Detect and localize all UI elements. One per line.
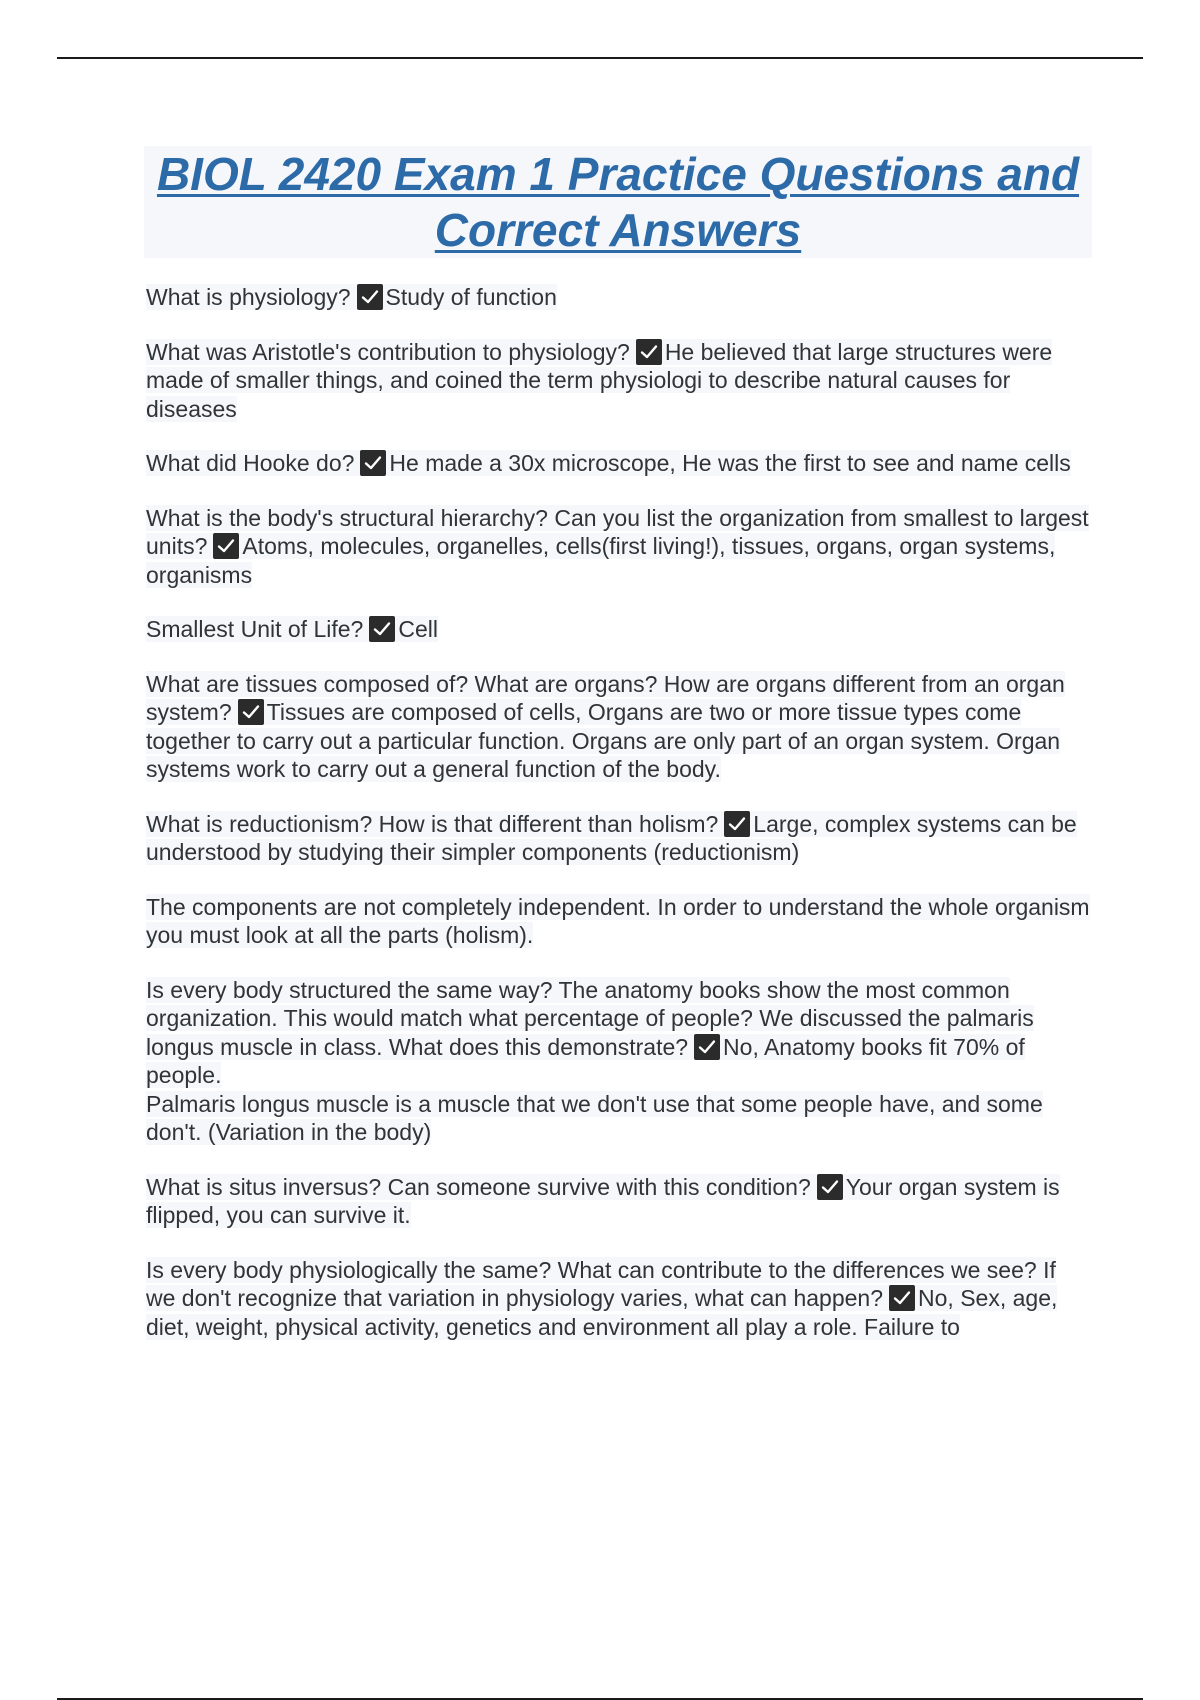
qa-item: [146, 338, 1091, 424]
qa-text: [146, 450, 1071, 476]
qa-text: [146, 671, 1065, 783]
answer-text: Atoms, molecules, organelles, cells(first living!), tissues, organs, organ systems, organisms: [146, 533, 1056, 588]
answer-text: Tissues are composed of cells, Organs are two or more tissue types come together to carry out a particular function. Organs are only part of an organ system. Organ systems work to carry out a general function of the body.: [146, 699, 1061, 782]
question-text: What are tissues composed of? What are organs? How are organs different from an organ system?: [146, 670, 1065, 725]
answer-text: Your organ system is flipped, you can survive it.: [146, 1173, 1060, 1228]
qa-item: [146, 615, 1091, 644]
qa-item: [146, 810, 1091, 867]
question-text: What did Hooke do?: [146, 450, 355, 476]
qa-text: [146, 284, 557, 310]
page-title: BIOL 2420 Exam 1 Practice Questions and Correct Answers: [156, 148, 1080, 256]
question-text: What is physiology?: [146, 284, 351, 310]
qa-text: [146, 339, 1052, 422]
top-rule: [57, 57, 1143, 59]
qa-text: [146, 505, 1089, 588]
paragraph-text: The components are not completely independent. In order to understand the whole organism you must look at all the parts (holism).: [146, 893, 1090, 948]
checkbox-checked-icon: [724, 811, 750, 837]
question-text: What is reductionism? How is that different than holism?: [146, 810, 719, 837]
qa-item: [146, 504, 1091, 590]
holism-paragraph: [146, 893, 1091, 950]
qa-item: [146, 1256, 1091, 1342]
checkbox-checked-icon: [817, 1174, 843, 1200]
checkbox-checked-icon: [213, 533, 239, 559]
qa-content: [146, 283, 1091, 1367]
qa-text: [146, 811, 1077, 866]
answer-extra-text: Palmaris longus muscle is a muscle that we don't use that some people have, and some don't. (Variation in the body): [146, 1090, 1043, 1145]
answer-text: No, Anatomy books fit 70% of people.: [146, 1033, 1025, 1088]
question-text: What is situs inversus? Can someone survive with this condition?: [146, 1173, 811, 1200]
checkbox-checked-icon: [694, 1034, 720, 1060]
answer-text: Study of function: [385, 284, 557, 310]
answer-text: He made a 30x microscope, He was the first to see and name cells: [389, 450, 1071, 476]
checkbox-checked-icon: [357, 284, 383, 310]
qa-item: [146, 976, 1091, 1147]
question-text: What is the body's structural hierarchy? Can you list the organization from smallest to largest units?: [146, 504, 1089, 559]
question-text: Is every body physiologically the same? What can contribute to the differences we see? If we don't recognize that variation in physiology varies, what can happen?: [146, 1256, 1056, 1311]
answer-text: Large, complex systems can be understood by studying their simpler components (reductionism): [146, 810, 1077, 865]
qa-text: [146, 977, 1034, 1089]
qa-item: [146, 449, 1091, 478]
question-text: What was Aristotle's contribution to physiology?: [146, 338, 630, 365]
qa-item: [146, 1173, 1091, 1230]
answer-text: He believed that large structures were made of smaller things, and coined the term physiologi to describe natural causes for diseases: [146, 338, 1053, 422]
checkbox-checked-icon: [636, 339, 662, 365]
question-text: Smallest Unit of Life?: [146, 616, 364, 642]
question-text: Is every body structured the same way? The anatomy books show the most common organization. This would match what percentage of people? We discussed the palmaris longus muscle in class. What does this demonstrate?: [146, 976, 1034, 1060]
checkbox-checked-icon: [369, 616, 395, 642]
qa-text: [146, 1257, 1057, 1340]
checkbox-checked-icon: [889, 1285, 915, 1311]
qa-text: [146, 1174, 1060, 1229]
answer-text: Cell: [398, 616, 438, 642]
title-banner: [144, 146, 1092, 258]
checkbox-checked-icon: [360, 450, 386, 476]
qa-text: [146, 616, 438, 642]
qa-item: [146, 670, 1091, 784]
answer-text: No, Sex, age, diet, weight, physical activity, genetics and environment all play a role. Failure to: [146, 1285, 1058, 1340]
qa-item: [146, 283, 1091, 312]
checkbox-checked-icon: [238, 699, 264, 725]
